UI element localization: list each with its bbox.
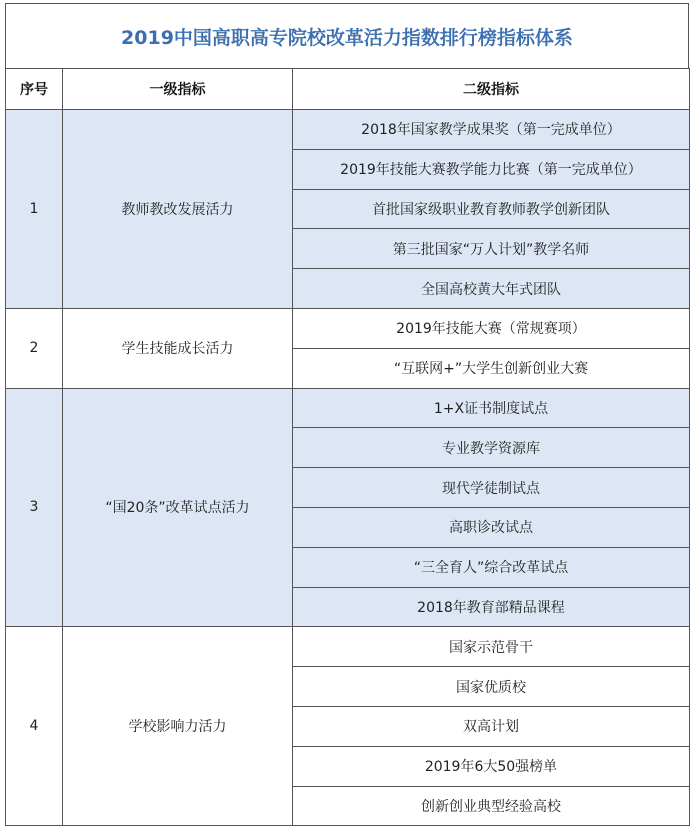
table-row [6,627,690,667]
group-seq: 2 [6,308,63,388]
indicator-sheet [5,3,689,820]
group-level1: “国20条”改革试点活力 [63,388,293,627]
group-level1: 教师教改发展活力 [63,110,293,309]
header-seq: 序号 [6,69,63,110]
group-level1: 学校影响力活力 [63,627,293,826]
level2-cell: 2019年技能大赛教学能力比赛（第一完成单位） [293,149,690,189]
table-row [6,110,690,150]
level2-cell: 2018年国家教学成果奖（第一完成单位） [293,110,690,150]
level2-cell: 首批国家级职业教育教师教学创新团队 [293,189,690,229]
group-seq: 1 [6,110,63,309]
level2-cell: 国家优质校 [293,667,690,707]
level2-cell: 现代学徒制试点 [293,468,690,508]
level2-cell: 第三批国家“万人计划”教学名师 [293,229,690,269]
level2-cell: 1+X证书制度试点 [293,388,690,428]
level2-cell: “互联网+”大学生创新创业大赛 [293,348,690,388]
table-row [6,308,690,348]
header-level1: 一级指标 [63,69,293,110]
level2-cell: 2019年6大50强榜单 [293,746,690,786]
page-title: 2019中国高职高专院校改革活力指数排行榜指标体系 [5,3,689,68]
level2-cell: 全国高校黄大年式团队 [293,269,690,309]
indicator-table [5,68,690,826]
table-row [6,388,690,428]
level2-cell: 2019年技能大赛（常规赛项） [293,308,690,348]
level2-cell: 专业教学资源库 [293,428,690,468]
group-level1: 学生技能成长活力 [63,308,293,388]
level2-cell: 高职诊改试点 [293,507,690,547]
level2-cell: 双高计划 [293,706,690,746]
table-header-row [6,69,690,110]
header-level2: 二级指标 [293,69,690,110]
level2-cell: “三全育人”综合改革试点 [293,547,690,587]
level2-cell: 国家示范骨干 [293,627,690,667]
group-seq: 3 [6,388,63,627]
level2-cell: 创新创业典型经验高校 [293,786,690,826]
level2-cell: 2018年教育部精品课程 [293,587,690,627]
group-seq: 4 [6,627,63,826]
